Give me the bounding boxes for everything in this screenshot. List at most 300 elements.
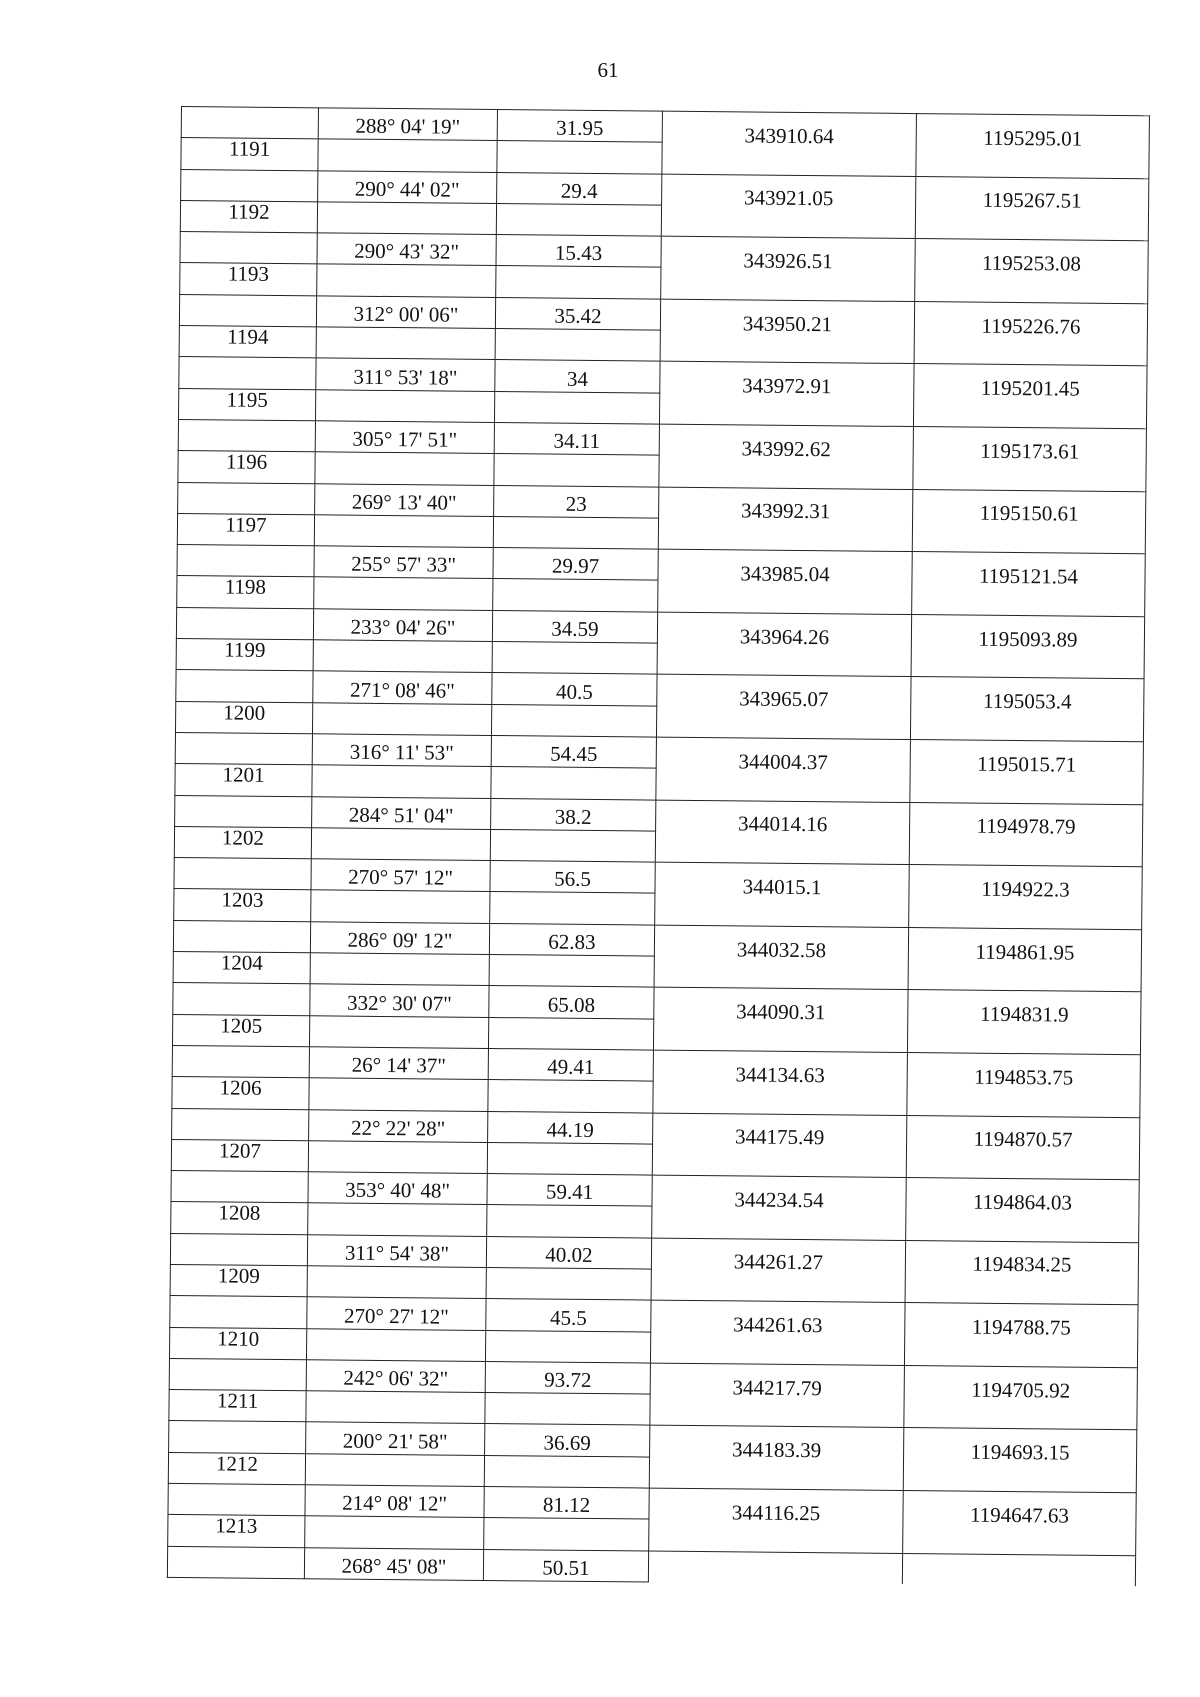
x-coordinate-cell bbox=[653, 1062, 907, 1115]
point-id-text: 1196 bbox=[225, 449, 268, 475]
coordinates-table-body bbox=[167, 107, 1149, 1587]
y-coordinate-cell bbox=[916, 125, 1149, 179]
distance-cell bbox=[485, 1393, 650, 1426]
y-coordinate-cell bbox=[912, 563, 1145, 617]
bearing-angle-text: 200° 21' 58" bbox=[342, 1428, 448, 1454]
y-coordinate-text: 1194831.9 bbox=[979, 1001, 1069, 1027]
y-coordinate-cell bbox=[903, 1502, 1136, 1556]
x-coordinate-cell bbox=[648, 1551, 902, 1585]
bearing-angle-cell bbox=[314, 546, 493, 579]
y-coordinate-cell bbox=[909, 876, 1142, 930]
y-coordinate-cell bbox=[904, 1314, 1137, 1368]
x-coordinate-text bbox=[652, 1238, 905, 1246]
bearing-angle-text: 311° 53' 18" bbox=[353, 364, 458, 390]
y-coordinate-text bbox=[913, 490, 1145, 498]
bearing-angle-cell bbox=[309, 1015, 488, 1048]
point-id-text: 1201 bbox=[222, 762, 265, 788]
distance-cell bbox=[492, 642, 657, 675]
point-id-text: 1204 bbox=[220, 950, 263, 975]
bearing-angle-cell bbox=[309, 1047, 488, 1080]
distance-cell bbox=[487, 1205, 652, 1238]
y-coordinate-text bbox=[912, 615, 1144, 623]
distance-text: 59.41 bbox=[545, 1179, 594, 1205]
y-coordinate-text: 1194647.63 bbox=[969, 1502, 1070, 1528]
point-id-cell bbox=[176, 639, 313, 672]
x-coordinate-text: 344032.58 bbox=[736, 936, 827, 962]
distance-cell bbox=[497, 110, 662, 143]
distance-cell bbox=[494, 391, 659, 424]
y-coordinate-cell bbox=[907, 1064, 1140, 1118]
y-coordinate-cell bbox=[907, 1001, 1140, 1055]
y-coordinate-text: 1194705.92 bbox=[971, 1377, 1071, 1403]
bearing-angle-cell bbox=[311, 890, 490, 923]
distance-text: 36.69 bbox=[543, 1430, 591, 1455]
x-coordinate-cell bbox=[656, 749, 910, 802]
distance-cell bbox=[490, 892, 655, 925]
bearing-angle-cell bbox=[309, 1109, 488, 1142]
point-id-cell bbox=[169, 1327, 306, 1360]
bearing-angle-cell bbox=[313, 640, 492, 673]
bearing-angle-cell bbox=[305, 1516, 484, 1549]
distance-cell bbox=[487, 1174, 652, 1207]
y-coordinate-text: 1195173.61 bbox=[980, 438, 1080, 464]
x-coordinate-text bbox=[649, 1551, 902, 1559]
bearing-angle-text: 312° 00' 06" bbox=[353, 301, 459, 327]
y-coordinate-cell bbox=[906, 1126, 1139, 1180]
bearing-angle-cell bbox=[312, 796, 491, 829]
x-coordinate-cell bbox=[659, 436, 913, 489]
x-coordinate-text bbox=[657, 738, 910, 746]
y-coordinate-cell bbox=[906, 1189, 1139, 1243]
bearing-angle-cell bbox=[315, 421, 494, 454]
point-id-cell bbox=[169, 1390, 306, 1423]
y-coordinate-text: 1195093.89 bbox=[978, 626, 1078, 652]
x-coordinate-cell bbox=[655, 811, 909, 865]
bearing-angle-cell bbox=[315, 389, 494, 422]
coordinates-table-wrapper bbox=[167, 106, 1149, 1587]
bearing-angle-text: 242° 06' 32" bbox=[343, 1365, 449, 1391]
y-coordinate-cell bbox=[913, 438, 1146, 492]
point-id-text: 1202 bbox=[221, 825, 265, 850]
point-id-cell bbox=[171, 1139, 308, 1172]
bearing-angle-text: 311° 54' 38" bbox=[344, 1240, 450, 1266]
bearing-angle-cell bbox=[305, 1454, 484, 1487]
distance-cell bbox=[494, 454, 659, 487]
point-id-text: 1194 bbox=[227, 324, 269, 349]
x-coordinate-text: 344217.79 bbox=[732, 1375, 822, 1400]
distance-text: 34 bbox=[566, 366, 589, 391]
x-coordinate-text bbox=[658, 675, 911, 683]
y-coordinate-cell bbox=[915, 250, 1148, 304]
y-coordinate-text bbox=[916, 239, 1148, 247]
x-coordinate-text: 344261.63 bbox=[733, 1312, 823, 1338]
y-coordinate-text: 1195295.01 bbox=[983, 125, 1083, 151]
x-coordinate-text: 344234.54 bbox=[734, 1187, 824, 1213]
distance-cell bbox=[495, 360, 660, 393]
bearing-angle-cell bbox=[318, 108, 497, 141]
point-id-cell bbox=[179, 326, 316, 359]
distance-text: 62.83 bbox=[548, 929, 596, 955]
y-coordinate-text: 1195015.71 bbox=[977, 751, 1077, 777]
distance-text: 40.5 bbox=[555, 679, 593, 704]
distance-cell bbox=[493, 516, 658, 549]
distance-text: 49.41 bbox=[547, 1054, 595, 1080]
point-id-text: 1195 bbox=[226, 387, 268, 412]
distance-cell bbox=[483, 1549, 648, 1582]
x-coordinate-text: 344175.49 bbox=[734, 1124, 825, 1150]
distance-text: 56.5 bbox=[554, 867, 592, 892]
distance-cell bbox=[491, 704, 656, 737]
point-id-cell bbox=[173, 983, 310, 1016]
bearing-angle-cell bbox=[309, 1078, 488, 1111]
x-coordinate-cell bbox=[658, 498, 912, 552]
bearing-angle-text: 288° 04' 19" bbox=[355, 113, 461, 139]
x-coordinate-text: 343965.07 bbox=[739, 686, 829, 712]
bearing-angle-cell bbox=[317, 233, 496, 266]
point-id-text: 1199 bbox=[224, 637, 266, 662]
bearing-angle-cell bbox=[311, 859, 490, 892]
x-coordinate-text: 343985.04 bbox=[740, 561, 830, 587]
x-coordinate-text bbox=[651, 1301, 904, 1309]
y-coordinate-text: 1195121.54 bbox=[978, 563, 1079, 589]
point-id-cell bbox=[181, 138, 318, 171]
distance-text: 34.11 bbox=[553, 428, 601, 454]
y-coordinate-text bbox=[911, 677, 1143, 685]
point-id-text: 1191 bbox=[228, 136, 271, 162]
y-coordinate-text bbox=[904, 1428, 1136, 1436]
bearing-angle-text: 255° 57' 33" bbox=[351, 552, 457, 578]
y-coordinate-text bbox=[908, 1053, 1140, 1061]
y-coordinate-text bbox=[914, 364, 1146, 372]
point-id-cell bbox=[171, 1202, 308, 1235]
x-coordinate-text: 343950.21 bbox=[742, 310, 833, 336]
distance-text: 50.51 bbox=[542, 1555, 590, 1580]
bearing-angle-text: 233° 04' 26" bbox=[350, 614, 456, 640]
x-coordinate-text: 344116.25 bbox=[731, 1500, 821, 1526]
distance-cell bbox=[491, 735, 656, 768]
distance-text: 44.19 bbox=[546, 1117, 594, 1142]
distance-cell bbox=[493, 579, 658, 612]
point-id-text: 1205 bbox=[220, 1013, 263, 1038]
x-coordinate-text: 344004.37 bbox=[738, 749, 828, 774]
bearing-angle-cell bbox=[308, 1203, 487, 1236]
point-id-cell bbox=[168, 1484, 305, 1517]
y-coordinate-text: 1194922.3 bbox=[981, 876, 1070, 902]
bearing-angle-text: 290° 43' 32" bbox=[354, 239, 460, 265]
bearing-angle-cell bbox=[307, 1266, 486, 1299]
point-id-cell bbox=[168, 1515, 305, 1548]
point-id-text: 1212 bbox=[215, 1451, 259, 1476]
x-coordinate-cell bbox=[649, 1437, 903, 1491]
x-coordinate-cell bbox=[657, 623, 911, 677]
y-coordinate-text bbox=[913, 552, 1145, 560]
bearing-angle-text: 269° 13' 40" bbox=[351, 489, 457, 515]
x-coordinate-text: 344015.1 bbox=[742, 874, 822, 900]
distance-text: 65.08 bbox=[547, 992, 596, 1017]
point-id-cell bbox=[175, 701, 312, 734]
y-coordinate-cell bbox=[904, 1377, 1137, 1431]
x-coordinate-text: 344090.31 bbox=[736, 999, 826, 1025]
x-coordinate-text bbox=[651, 1363, 904, 1371]
x-coordinate-text: 344134.63 bbox=[735, 1062, 825, 1087]
x-coordinate-text: 343992.62 bbox=[741, 436, 831, 462]
distance-cell bbox=[492, 610, 657, 643]
bearing-angle-cell bbox=[317, 202, 496, 235]
x-coordinate-cell bbox=[652, 1187, 906, 1240]
point-id-cell bbox=[167, 1546, 304, 1579]
distance-text: 81.12 bbox=[542, 1492, 591, 1518]
x-coordinate-cell bbox=[661, 185, 915, 239]
point-id-text: 1200 bbox=[223, 700, 266, 725]
point-id-cell bbox=[178, 451, 315, 484]
bearing-angle-cell bbox=[304, 1547, 483, 1580]
bearing-angle-cell bbox=[314, 577, 493, 610]
bearing-angle-cell bbox=[314, 515, 493, 548]
x-coordinate-cell bbox=[654, 936, 908, 990]
y-coordinate-text bbox=[903, 1554, 1135, 1562]
point-id-cell bbox=[177, 576, 314, 609]
x-coordinate-cell bbox=[649, 1500, 903, 1553]
distance-cell bbox=[488, 1048, 653, 1081]
x-coordinate-cell bbox=[655, 874, 909, 928]
y-coordinate-cell bbox=[902, 1553, 1135, 1587]
bearing-angle-cell bbox=[305, 1485, 484, 1518]
x-coordinate-cell bbox=[652, 1124, 906, 1178]
point-id-cell bbox=[180, 263, 317, 296]
point-id-cell bbox=[172, 1014, 309, 1047]
point-id-cell bbox=[181, 169, 318, 202]
y-coordinate-text: 1195150.61 bbox=[979, 501, 1079, 526]
bearing-angle-cell bbox=[313, 671, 492, 704]
y-coordinate-text bbox=[917, 114, 1149, 122]
y-coordinate-text: 1194788.75 bbox=[971, 1314, 1071, 1340]
bearing-angle-cell bbox=[308, 1172, 487, 1205]
point-id-cell bbox=[174, 858, 311, 891]
y-coordinate-text: 1195267.51 bbox=[982, 188, 1082, 214]
y-coordinate-text bbox=[909, 928, 1141, 936]
x-coordinate-cell bbox=[653, 999, 907, 1053]
distance-text: 40.02 bbox=[545, 1242, 593, 1267]
point-id-cell bbox=[177, 513, 314, 546]
bearing-angle-text: 22° 22' 28" bbox=[350, 1115, 446, 1141]
distance-text: 93.72 bbox=[544, 1367, 592, 1393]
bearing-angle-text: 290° 44' 02" bbox=[354, 176, 460, 202]
distance-cell bbox=[490, 861, 655, 894]
distance-cell bbox=[486, 1236, 651, 1269]
distance-cell bbox=[484, 1518, 649, 1551]
y-coordinate-text bbox=[907, 1178, 1139, 1186]
distance-cell bbox=[495, 297, 660, 330]
point-id-cell bbox=[176, 607, 313, 640]
distance-text: 34.59 bbox=[551, 616, 599, 642]
bearing-angle-text: 26° 14' 37" bbox=[351, 1052, 447, 1078]
bearing-angle-cell bbox=[310, 984, 489, 1017]
bearing-angle-text: 284° 51' 04" bbox=[348, 802, 454, 828]
point-id-cell bbox=[178, 419, 315, 452]
x-coordinate-text bbox=[660, 425, 913, 433]
x-coordinate-text bbox=[661, 362, 914, 370]
point-id-cell bbox=[175, 732, 312, 765]
y-coordinate-text bbox=[904, 1491, 1136, 1499]
bearing-angle-cell bbox=[307, 1234, 486, 1267]
bearing-angle-text: 268° 45' 08" bbox=[341, 1553, 447, 1579]
x-coordinate-cell bbox=[658, 561, 912, 615]
x-coordinate-text bbox=[654, 1050, 907, 1058]
bearing-angle-text: 286° 09' 12" bbox=[347, 927, 453, 953]
point-id-cell bbox=[180, 200, 317, 233]
bearing-angle-cell bbox=[315, 452, 494, 485]
bearing-angle-cell bbox=[308, 1141, 487, 1174]
y-coordinate-text: 1194693.15 bbox=[970, 1439, 1070, 1465]
x-coordinate-text bbox=[653, 1176, 906, 1184]
y-coordinate-text: 1194864.03 bbox=[972, 1189, 1073, 1215]
y-coordinate-cell bbox=[912, 501, 1145, 554]
bearing-angle-cell bbox=[315, 483, 494, 516]
y-coordinate-text bbox=[910, 803, 1142, 811]
point-id-text: 1193 bbox=[227, 261, 270, 287]
y-coordinate-cell bbox=[903, 1439, 1136, 1493]
x-coordinate-text bbox=[653, 1113, 906, 1121]
y-coordinate-cell bbox=[909, 813, 1142, 867]
point-id-text: 1208 bbox=[218, 1200, 261, 1226]
point-id-cell bbox=[174, 826, 311, 859]
y-coordinate-text bbox=[911, 740, 1143, 748]
coordinates-table bbox=[167, 106, 1150, 1587]
y-coordinate-text: 1194861.95 bbox=[975, 939, 1075, 965]
bearing-angle-cell bbox=[313, 609, 492, 642]
point-id-text: 1206 bbox=[219, 1075, 262, 1101]
y-coordinate-cell bbox=[908, 939, 1141, 993]
distance-cell bbox=[488, 1017, 653, 1050]
y-coordinate-text: 1194834.25 bbox=[972, 1252, 1072, 1278]
bearing-angle-cell bbox=[306, 1422, 485, 1455]
point-id-cell bbox=[171, 1171, 308, 1204]
bearing-angle-cell bbox=[312, 702, 491, 735]
y-coordinate-text bbox=[906, 1241, 1138, 1249]
x-coordinate-text: 344014.16 bbox=[737, 811, 828, 837]
distance-cell bbox=[486, 1267, 651, 1300]
distance-cell bbox=[489, 986, 654, 1019]
x-coordinate-text bbox=[661, 299, 914, 307]
x-coordinate-text bbox=[663, 112, 916, 120]
y-coordinate-text bbox=[905, 1366, 1137, 1374]
distance-cell bbox=[495, 329, 660, 362]
point-id-cell bbox=[178, 482, 315, 515]
point-id-text: 1210 bbox=[217, 1325, 260, 1351]
bearing-angle-text: 270° 27' 12" bbox=[343, 1303, 449, 1329]
point-id-cell bbox=[181, 107, 318, 140]
y-coordinate-text: 1194853.75 bbox=[974, 1064, 1074, 1090]
point-id-text: 1213 bbox=[215, 1513, 258, 1539]
x-coordinate-text bbox=[656, 800, 909, 808]
distance-text: 29.97 bbox=[551, 554, 600, 579]
bearing-angle-text: 332° 30' 07" bbox=[346, 990, 452, 1016]
distance-cell bbox=[493, 548, 658, 581]
point-id-cell bbox=[170, 1233, 307, 1266]
bearing-angle-cell bbox=[307, 1297, 486, 1330]
x-coordinate-text: 343964.26 bbox=[739, 623, 830, 649]
bearing-angle-cell bbox=[306, 1391, 485, 1424]
y-coordinate-text bbox=[910, 865, 1142, 873]
point-id-cell bbox=[175, 764, 312, 797]
x-coordinate-text bbox=[659, 550, 912, 558]
x-coordinate-text bbox=[655, 925, 908, 933]
bearing-angle-cell bbox=[306, 1360, 485, 1393]
distance-cell bbox=[491, 798, 656, 831]
point-id-cell bbox=[168, 1452, 305, 1485]
y-coordinate-text: 1195253.08 bbox=[981, 250, 1082, 276]
x-coordinate-cell bbox=[662, 123, 916, 176]
y-coordinate-text: 1195201.45 bbox=[980, 375, 1080, 401]
bearing-angle-cell bbox=[316, 296, 495, 329]
distance-cell bbox=[484, 1455, 649, 1488]
distance-cell bbox=[485, 1361, 650, 1394]
y-coordinate-cell bbox=[913, 375, 1146, 429]
y-coordinate-cell bbox=[915, 188, 1148, 241]
y-coordinate-text bbox=[908, 990, 1140, 998]
y-coordinate-cell bbox=[905, 1252, 1138, 1305]
x-coordinate-text: 344183.39 bbox=[731, 1437, 822, 1463]
distance-cell bbox=[489, 955, 654, 988]
x-coordinate-cell bbox=[659, 373, 913, 427]
point-id-cell bbox=[170, 1296, 307, 1329]
bearing-angle-cell bbox=[306, 1328, 485, 1361]
x-coordinate-text bbox=[656, 863, 909, 871]
point-id-cell bbox=[169, 1358, 306, 1391]
distance-cell bbox=[496, 203, 661, 236]
distance-cell bbox=[484, 1487, 649, 1520]
bearing-angle-cell bbox=[310, 953, 489, 986]
page-number: 61 bbox=[597, 58, 619, 82]
bearing-angle-cell bbox=[316, 358, 495, 391]
distance-cell bbox=[485, 1330, 650, 1363]
y-coordinate-cell bbox=[910, 688, 1143, 742]
x-coordinate-text bbox=[650, 1426, 903, 1434]
bearing-angle-cell bbox=[318, 170, 497, 203]
bearing-angle-text: 316° 11' 53" bbox=[349, 739, 454, 765]
point-id-cell bbox=[172, 1108, 309, 1141]
distance-cell bbox=[490, 829, 655, 862]
bearing-angle-cell bbox=[312, 734, 491, 767]
point-id-cell bbox=[172, 1045, 309, 1078]
y-coordinate-text bbox=[914, 427, 1146, 435]
y-coordinate-text: 1194978.79 bbox=[976, 813, 1076, 839]
distance-text: 35.42 bbox=[554, 303, 602, 329]
x-coordinate-text: 343926.51 bbox=[743, 248, 833, 274]
x-coordinate-text: 343910.64 bbox=[744, 123, 834, 149]
x-coordinate-text bbox=[659, 487, 912, 495]
y-coordinate-text bbox=[915, 302, 1147, 310]
bearing-angle-cell bbox=[311, 828, 490, 861]
y-coordinate-text bbox=[905, 1303, 1137, 1311]
point-id-text: 1211 bbox=[216, 1388, 259, 1413]
point-id-text: 1192 bbox=[228, 199, 270, 224]
point-id-text: 1203 bbox=[221, 887, 264, 913]
x-coordinate-text bbox=[650, 1489, 903, 1497]
point-id-cell bbox=[175, 795, 312, 828]
x-coordinate-text: 343921.05 bbox=[743, 185, 834, 211]
point-id-cell bbox=[169, 1421, 306, 1454]
distance-text: 45.5 bbox=[549, 1305, 587, 1330]
distance-text: 54.45 bbox=[550, 741, 598, 767]
bearing-angle-text: 353° 40' 48" bbox=[345, 1178, 451, 1204]
point-id-text bbox=[168, 1575, 304, 1578]
distance-cell bbox=[488, 1111, 653, 1144]
bearing-angle-cell bbox=[317, 264, 496, 297]
point-id-cell bbox=[177, 545, 314, 578]
distance-text: 23 bbox=[565, 491, 587, 516]
x-coordinate-text bbox=[658, 612, 911, 620]
